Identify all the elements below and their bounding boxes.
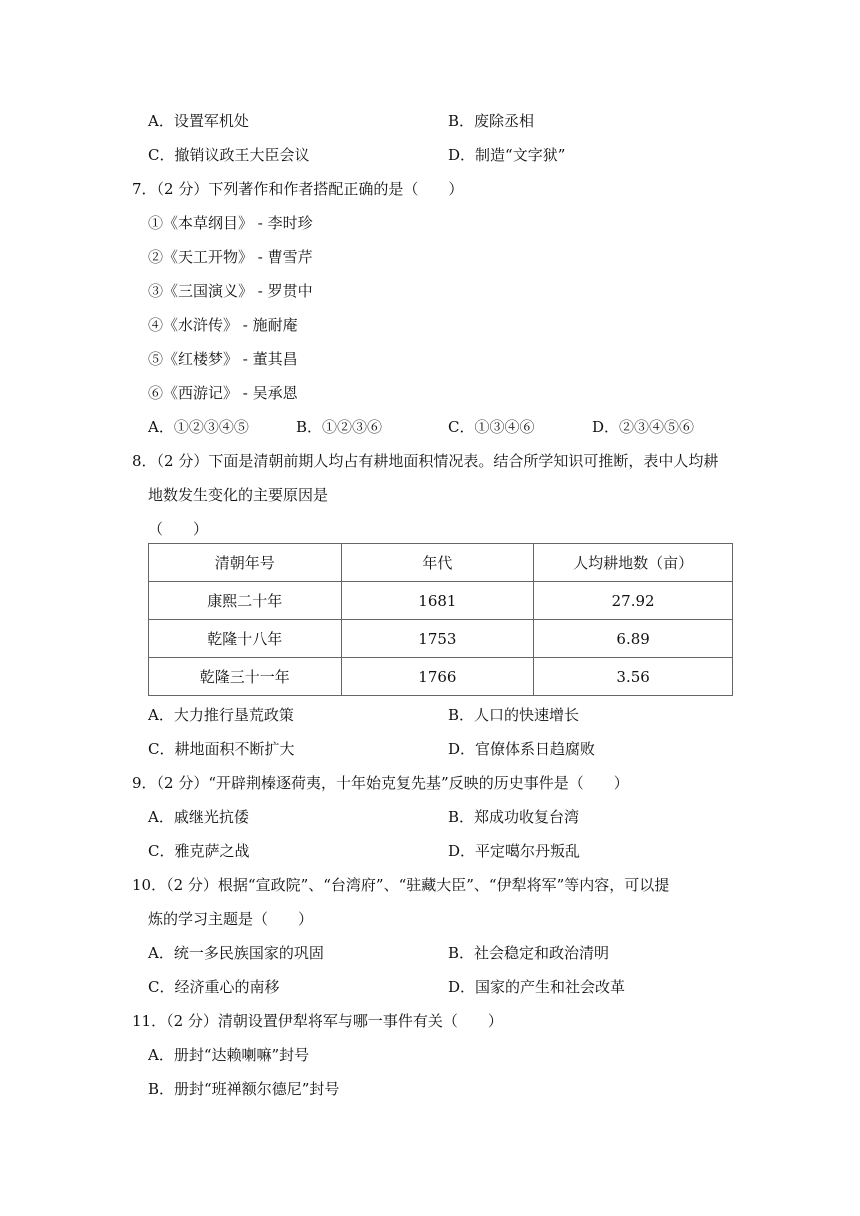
table-cell: 1766 bbox=[341, 658, 534, 696]
table-cell: 乾隆三十一年 bbox=[149, 658, 342, 696]
q6-option-d: D．制造“文字狱” bbox=[448, 146, 566, 164]
q10-stem-line2: 炼的学习主题是（ ） bbox=[148, 910, 314, 928]
q8-stem-line1: 8．（2 分）下面是清朝前期人均占有耕地面积情况表。结合所学知识可推断，表中人均耕 bbox=[132, 452, 719, 470]
q7-option-c: C．①③④⑥ bbox=[448, 418, 535, 436]
q7-item-2: ②《天工开物》 - 曹雪芹 bbox=[148, 248, 313, 266]
q9-option-c: C．雅克萨之战 bbox=[148, 842, 250, 860]
q11-stem: 11．（2 分）清朝设置伊犁将军与哪一事件有关（ ） bbox=[132, 1012, 503, 1030]
table-header-cell: 人均耕地数（亩） bbox=[534, 544, 733, 582]
q10-stem-line1: 10．（2 分）根据“宣政院”、“台湾府”、“驻藏大臣”、“伊犁将军”等内容，可以提 bbox=[132, 876, 670, 894]
q7-option-a: A．①②③④⑤ bbox=[148, 418, 249, 436]
table-cell: 6.89 bbox=[534, 620, 733, 658]
q11-option-a: A．册封“达赖喇嘛”封号 bbox=[148, 1046, 310, 1064]
table-header-row bbox=[149, 544, 733, 582]
q9-option-b: B．郑成功收复台湾 bbox=[448, 808, 580, 826]
table-cell: 乾隆十八年 bbox=[149, 620, 342, 658]
q7-item-3: ③《三国演义》 - 罗贯中 bbox=[148, 282, 313, 300]
q8-stem-line2: 地数发生变化的主要原因是 bbox=[148, 486, 329, 504]
q10-option-d: D．国家的产生和社会改革 bbox=[448, 978, 626, 996]
q8-stem-line3: （ ） bbox=[148, 520, 209, 538]
table-cell: 27.92 bbox=[534, 582, 733, 620]
q6-option-c: C．撤销议政王大臣会议 bbox=[148, 146, 310, 164]
q10-option-b: B．社会稳定和政治清明 bbox=[448, 944, 610, 962]
q9-stem: 9．（2 分）“开辟荆榛逐荷夷，十年始克复先基”反映的历史事件是（ ） bbox=[132, 774, 629, 792]
table-row bbox=[149, 658, 733, 696]
table-cell: 3.56 bbox=[534, 658, 733, 696]
q7-option-d: D．②③④⑤⑥ bbox=[592, 418, 695, 436]
q9-option-a: A．戚继光抗倭 bbox=[148, 808, 249, 826]
q7-item-5: ⑤《红楼梦》 - 董其昌 bbox=[148, 350, 298, 368]
table-cell: 1681 bbox=[341, 582, 534, 620]
table-row bbox=[149, 620, 733, 658]
q8-farmland-table bbox=[148, 543, 733, 696]
q7-item-4: ④《水浒传》 - 施耐庵 bbox=[148, 316, 298, 334]
q7-item-1: ①《本草纲目》 - 李时珍 bbox=[148, 214, 313, 232]
q8-option-b: B．人口的快速增长 bbox=[448, 706, 580, 724]
q8-option-d: D．官僚体系日趋腐败 bbox=[448, 740, 596, 758]
table-row bbox=[149, 582, 733, 620]
q8-option-a: A．大力推行垦荒政策 bbox=[148, 706, 294, 724]
q6-option-a: A．设置军机处 bbox=[148, 112, 249, 130]
q6-option-b: B．废除丞相 bbox=[448, 112, 535, 130]
q7-stem: 7．（2 分）下列著作和作者搭配正确的是（ ） bbox=[132, 180, 464, 198]
q10-option-a: A．统一多民族国家的巩固 bbox=[148, 944, 324, 962]
table-cell: 康熙二十年 bbox=[149, 582, 342, 620]
q8-option-c: C．耕地面积不断扩大 bbox=[148, 740, 295, 758]
table-header-cell: 年代 bbox=[341, 544, 534, 582]
q7-item-6: ⑥《西游记》 - 吴承恩 bbox=[148, 384, 298, 402]
q11-option-b: B．册封“班禅额尔德尼”封号 bbox=[148, 1080, 340, 1098]
q9-option-d: D．平定噶尔丹叛乱 bbox=[448, 842, 581, 860]
table-header-cell: 清朝年号 bbox=[149, 544, 342, 582]
q10-option-c: C．经济重心的南移 bbox=[148, 978, 280, 996]
table-cell: 1753 bbox=[341, 620, 534, 658]
q7-option-b: B．①②③⑥ bbox=[296, 418, 383, 436]
